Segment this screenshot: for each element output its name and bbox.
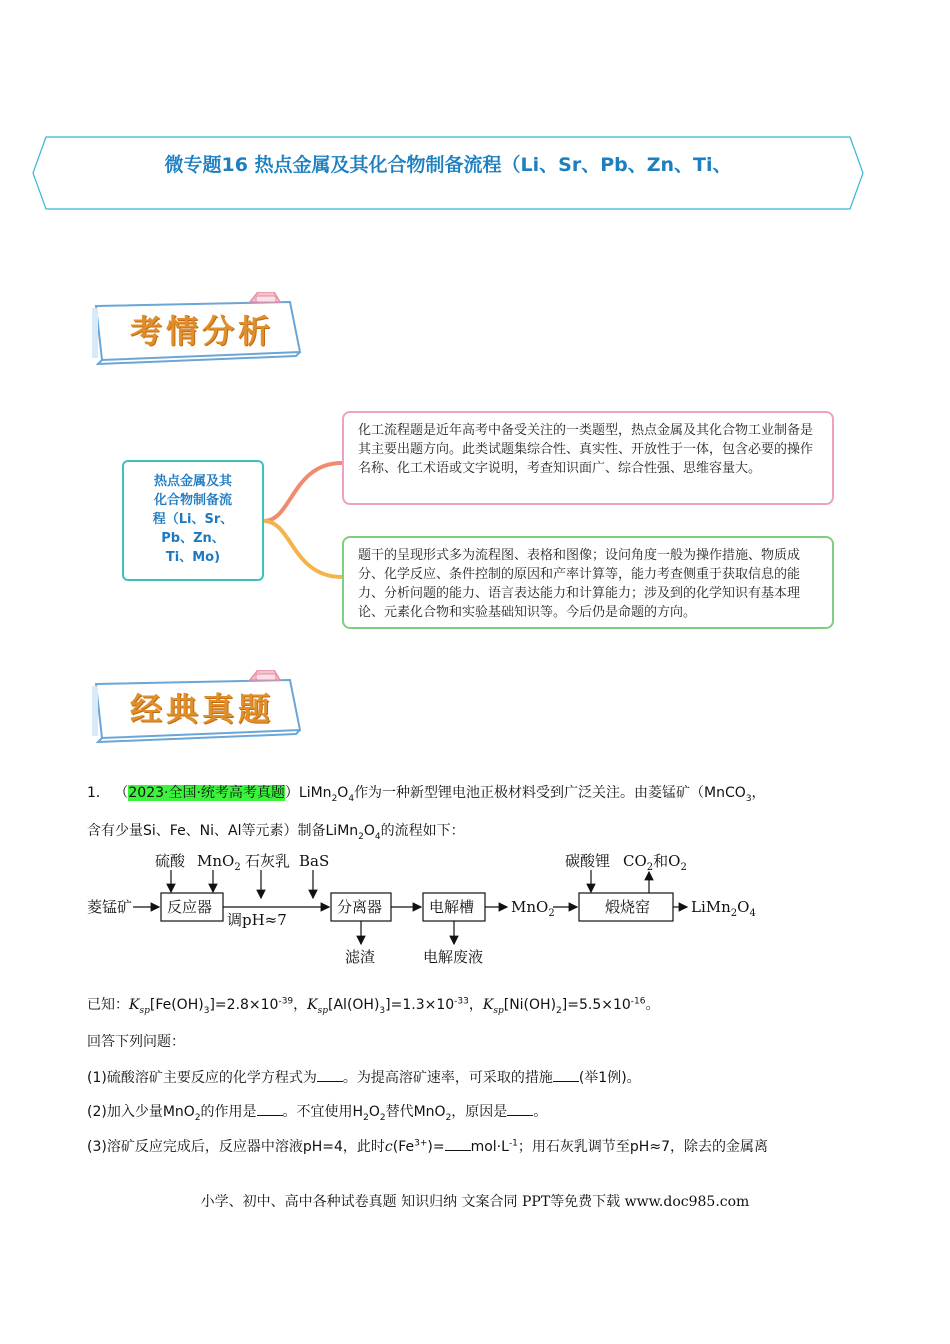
badge-analysis-text: 考情分析 bbox=[129, 312, 274, 350]
center-line: 化合物制备流 bbox=[153, 493, 232, 508]
residue-label: 滤渣 bbox=[345, 948, 376, 966]
text: [Ni(OH) bbox=[503, 997, 557, 1013]
text: 。为提高溶矿速率，可采取的措施 bbox=[342, 1070, 553, 1086]
text: ]=2.8×10 bbox=[209, 997, 279, 1013]
reagent-bas: BaS bbox=[299, 852, 330, 870]
text: ，原因是 bbox=[451, 1104, 508, 1120]
center-line: 程（Li、Sr、 bbox=[152, 512, 234, 527]
text: O bbox=[337, 785, 349, 801]
gas-output: $CO_2$和$O_2$ bbox=[623, 852, 687, 873]
waste-label: 电解废液 bbox=[423, 948, 484, 966]
mno2-product: MnO$_2$ bbox=[511, 898, 555, 919]
question-source: （2023·全国·统考高考真题） bbox=[114, 785, 299, 801]
text: ；用石灰乳调节至pH≈7，除去的金属离 bbox=[517, 1139, 768, 1155]
text: [Fe(OH) bbox=[149, 997, 204, 1013]
section-badge-classic bbox=[90, 670, 305, 748]
final-product: $LiMn_2O_4$ bbox=[691, 898, 756, 919]
text: 的作用是 bbox=[200, 1104, 257, 1120]
text: 。不宜使用H bbox=[282, 1104, 364, 1120]
known-ksp-line: 已知：$K_{sp}[Fe(OH)_3]=2.8\times 10^{-39}$，$K_{sp}[Al(OH)_3]=1.3\times 10^{-33}$，$K_{sp}[Ni(OH)_2]=5.5\times 10^{-16}$。 bbox=[87, 996, 660, 1016]
section-badge-analysis bbox=[90, 292, 305, 370]
sub-question-2: (2)加入少量MnO$_2$的作用是 。不宜使用$H_2O_2$替代MnO$_2$，原因是 。 bbox=[87, 1104, 548, 1123]
center-line: Pb、Zn、 bbox=[161, 531, 225, 546]
source-highlight[interactable]: 2023·全国·统考高考真题 bbox=[128, 785, 285, 801]
text: (1)硫酸溶矿主要反应的化学方程式为 bbox=[87, 1070, 317, 1086]
text: -16 bbox=[630, 996, 646, 1007]
separator-label: 分离器 bbox=[337, 898, 383, 916]
text: (举1例)。 bbox=[578, 1070, 641, 1086]
text: LiMn bbox=[298, 785, 332, 801]
text: 作为一种新型锂电池正极材料受到广泛关注。由菱锰矿（MnCO bbox=[354, 785, 746, 801]
badge-classic-text: 经典真题 bbox=[129, 690, 274, 728]
text: [Al(OH) bbox=[328, 997, 380, 1013]
reagent-h2so4: 硫酸 bbox=[155, 852, 186, 870]
answer-blank[interactable] bbox=[257, 1103, 283, 1116]
reagent-li2co3: 碳酸锂 bbox=[565, 852, 611, 870]
reagent-lime: 石灰乳 bbox=[245, 852, 291, 870]
center-line: Ti、Mo) bbox=[165, 550, 221, 565]
text: 含有少量Si、Fe、Ni、Al等元素）制备LiMn bbox=[87, 823, 359, 839]
text: -39 bbox=[278, 996, 294, 1007]
text: mol·L bbox=[470, 1139, 509, 1155]
mindmap-box-question-form: 题干的呈现形式多为流程图、表格和图像；设问角度一般为操作措施、物质成分、化学反应、条件控制的原因和产率计算等，能力考查侧重于获取信息的能力、分析问题的能力、语言表达能力和计算能力；涉及到的化学知识有基本理论、元素化合物和实验基础知识等。今后仍是命题的方向。 bbox=[342, 536, 834, 629]
text: (3)溶矿反应完成后，反应器中溶液pH=4，此时 bbox=[87, 1139, 385, 1155]
reactor-label: 反应器 bbox=[167, 898, 213, 916]
text: 的流程如下： bbox=[380, 823, 465, 839]
question-number: 1． bbox=[87, 785, 110, 801]
mindmap-connectors bbox=[262, 455, 346, 587]
sub-question-3: (3)溶矿反应完成后，反应器中溶液pH=4，此时$c(Fe^{3+})= mol\cdot L^{-1}$；用石灰乳调节至pH≈7，除去的金属离 bbox=[87, 1138, 768, 1155]
text: (Fe bbox=[392, 1139, 415, 1155]
text: (2)加入少量MnO bbox=[87, 1104, 195, 1120]
kiln-label: 煅烧窑 bbox=[605, 898, 651, 916]
page-footer: 小学、初中、高中各种试卷真题 知识归纳 文案合同 PPT等免费下载 www.doc985.com bbox=[200, 1194, 750, 1210]
adjust-ph-label: 调pH≈7 bbox=[227, 911, 287, 929]
text: 替代MnO bbox=[385, 1104, 446, 1120]
text: -33 bbox=[454, 996, 469, 1007]
cell-label: 电解槽 bbox=[429, 898, 475, 916]
text: 。 bbox=[533, 1104, 548, 1120]
reagent-mno2: MnO$_2$ bbox=[197, 852, 241, 873]
mindmap-box-overview: 化工流程题是近年高考中备受关注的一类题型，热点金属及其化合物工业制备是其主要出题方向。此类试题集综合性、真实性、开放性于一体，包含必要的操作名称、化工术语或文字说明，考查知识面广、综合性强、思维容量大。 bbox=[342, 411, 834, 505]
process-flow-diagram bbox=[87, 848, 767, 972]
text: ， bbox=[751, 785, 766, 801]
raw-ore: 菱锰矿 bbox=[87, 898, 133, 916]
text: 已知： bbox=[87, 997, 129, 1013]
answer-intro: 回答下列问题： bbox=[87, 1034, 185, 1050]
answer-blank[interactable] bbox=[507, 1103, 533, 1116]
answer-blank[interactable] bbox=[317, 1069, 343, 1082]
sub-question-1 bbox=[87, 1067, 641, 1087]
mindmap-center-node bbox=[122, 460, 264, 581]
question-line-1: 1． （2023·全国·统考高考真题）$LiMn_2O_4$作为一种新型锂电池正极材料受到广泛关注。由菱锰矿（MnCO$_3$， bbox=[87, 785, 766, 804]
answer-blank[interactable] bbox=[445, 1138, 471, 1151]
text: )= bbox=[427, 1139, 445, 1155]
center-line: 热点金属及其 bbox=[153, 474, 232, 489]
question-line-2: 含有少量Si、Fe、Ni、Al等元素）制备$LiMn_2O_4$的流程如下： bbox=[87, 823, 465, 842]
answer-blank[interactable] bbox=[553, 1069, 579, 1082]
page-title: 微专题16 热点金属及其化合物制备流程（Li、Sr、Pb、Zn、Ti、 bbox=[164, 154, 732, 176]
text: O bbox=[363, 823, 375, 839]
text: O bbox=[368, 1104, 380, 1120]
text: ]=1.3×10 bbox=[385, 997, 455, 1013]
text: ]=5.5×10 bbox=[561, 997, 631, 1013]
